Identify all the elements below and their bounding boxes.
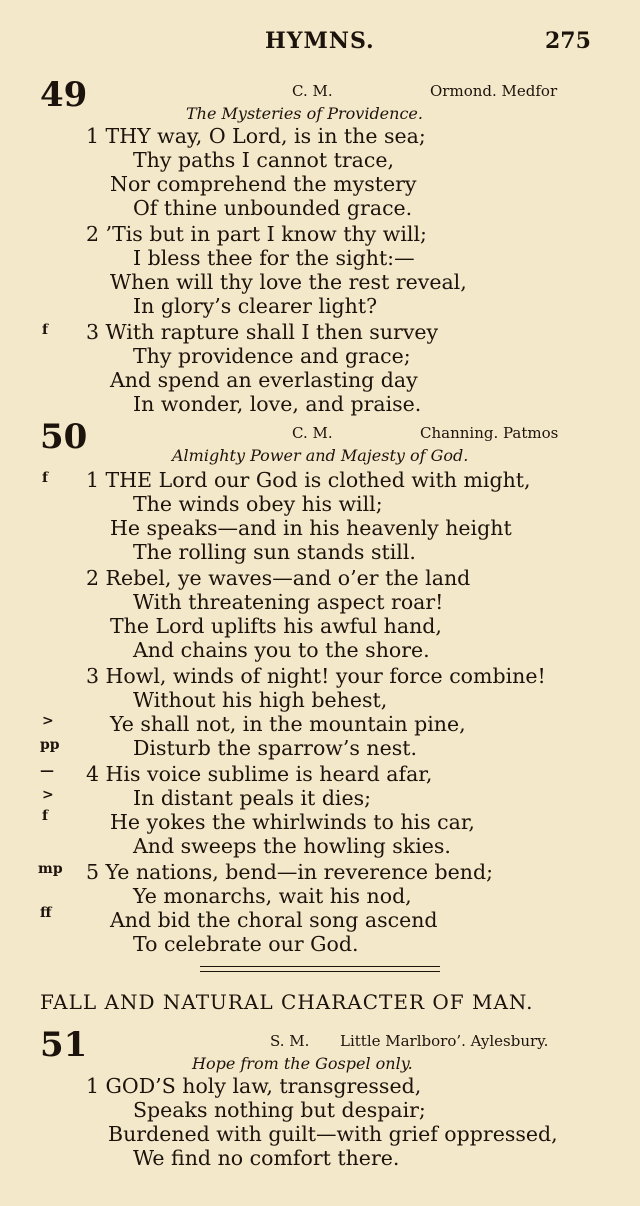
section-rule-bottom xyxy=(200,971,440,972)
verse-line: And bid the choral song ascend xyxy=(110,908,438,932)
verse-line: Nor comprehend the mystery xyxy=(110,172,417,196)
page-number: 275 xyxy=(545,28,591,54)
page-header xyxy=(0,28,640,58)
hymn-tunes: Ormond. Medfor xyxy=(430,82,558,100)
hymn-tunes: Channing. Patmos xyxy=(420,424,559,442)
verse-line: He yokes the whirlwinds to his car, xyxy=(110,810,475,834)
hymn-meter: C. M. xyxy=(292,424,333,442)
hymn-meter: S. M. xyxy=(270,1032,310,1050)
hymn-title: The Mysteries of Providence. xyxy=(186,104,423,123)
verse-line: The Lord uplifts his awful hand, xyxy=(110,614,442,638)
section-rule-top xyxy=(200,966,440,967)
hymn-number: 49 xyxy=(40,75,88,115)
verse-line: Of thine unbounded grace. xyxy=(133,196,413,220)
hymn-meter: C. M. xyxy=(292,82,333,100)
running-head: HYMNS. xyxy=(265,28,375,54)
verse-line: Speaks nothing but despair; xyxy=(133,1098,426,1122)
verse-line: 3 With rapture shall I then survey xyxy=(86,320,439,344)
verse-line: 1 GOD’S holy law, transgressed, xyxy=(86,1074,422,1098)
verse-line: 2 ’Tis but in part I know thy will; xyxy=(86,222,427,246)
dynamic-mark: ff xyxy=(40,905,52,921)
verse-line: And chains you to the shore. xyxy=(133,638,430,662)
section-title: FALL AND NATURAL CHARACTER OF MAN. xyxy=(40,990,534,1014)
verse-line: Thy providence and grace; xyxy=(133,344,411,368)
dynamic-mark: > xyxy=(42,787,54,803)
verse-line: Disturb the sparrow’s nest. xyxy=(133,736,417,760)
hymn-number: 51 xyxy=(40,1025,88,1065)
verse-line: 3 Howl, winds of night! your force combine! xyxy=(86,664,546,688)
verse-line: 2 Rebel, ye waves—and o’er the land xyxy=(86,566,471,590)
verse-line: In distant peals it dies; xyxy=(133,786,372,810)
verse-line: To celebrate our God. xyxy=(133,932,359,956)
verse-line: I bless thee for the sight:— xyxy=(133,246,415,270)
hymn-title: Hope from the Gospel only. xyxy=(192,1054,413,1073)
verse-line: 1 THY way, O Lord, is in the sea; xyxy=(86,124,426,148)
verse-line: Ye shall not, in the mountain pine, xyxy=(110,712,466,736)
verse-line: With threatening aspect roar! xyxy=(133,590,444,614)
verse-line: In glory’s clearer light? xyxy=(133,294,378,318)
hymn-number: 50 xyxy=(40,417,88,457)
verse-line: Without his high behest, xyxy=(133,688,388,712)
dynamic-mark: pp xyxy=(40,737,60,753)
verse-line: And sweeps the howling skies. xyxy=(133,834,451,858)
verse-line: Burdened with guilt—with grief oppressed, xyxy=(108,1122,558,1146)
hymn-tunes: Little Marlboro’. Aylesbury. xyxy=(340,1032,549,1050)
verse-line: The winds obey his will; xyxy=(133,492,383,516)
verse-line: 4 His voice sublime is heard afar, xyxy=(86,762,433,786)
verse-line: We find no comfort there. xyxy=(133,1146,400,1170)
dynamic-mark: > xyxy=(42,713,54,729)
dynamic-mark: f xyxy=(42,470,49,486)
dynamic-mark: f xyxy=(42,808,49,824)
verse-line: In wonder, love, and praise. xyxy=(133,392,422,416)
verse-line: And spend an everlasting day xyxy=(110,368,418,392)
verse-line: 5 Ye nations, bend—in reverence bend; xyxy=(86,860,494,884)
verse-line: Thy paths I cannot trace, xyxy=(133,148,395,172)
dynamic-mark: mp xyxy=(38,861,63,877)
dynamic-mark: f xyxy=(42,322,49,338)
verse-line: When will thy love the rest reveal, xyxy=(110,270,467,294)
dynamic-mark: — xyxy=(40,763,54,779)
verse-line: He speaks—and in his heavenly height xyxy=(110,516,512,540)
verse-line: The rolling sun stands still. xyxy=(133,540,416,564)
hymn-title: Almighty Power and Majesty of God. xyxy=(172,446,469,465)
verse-line: 1 THE Lord our God is clothed with might, xyxy=(86,468,531,492)
verse-line: Ye monarchs, wait his nod, xyxy=(133,884,412,908)
